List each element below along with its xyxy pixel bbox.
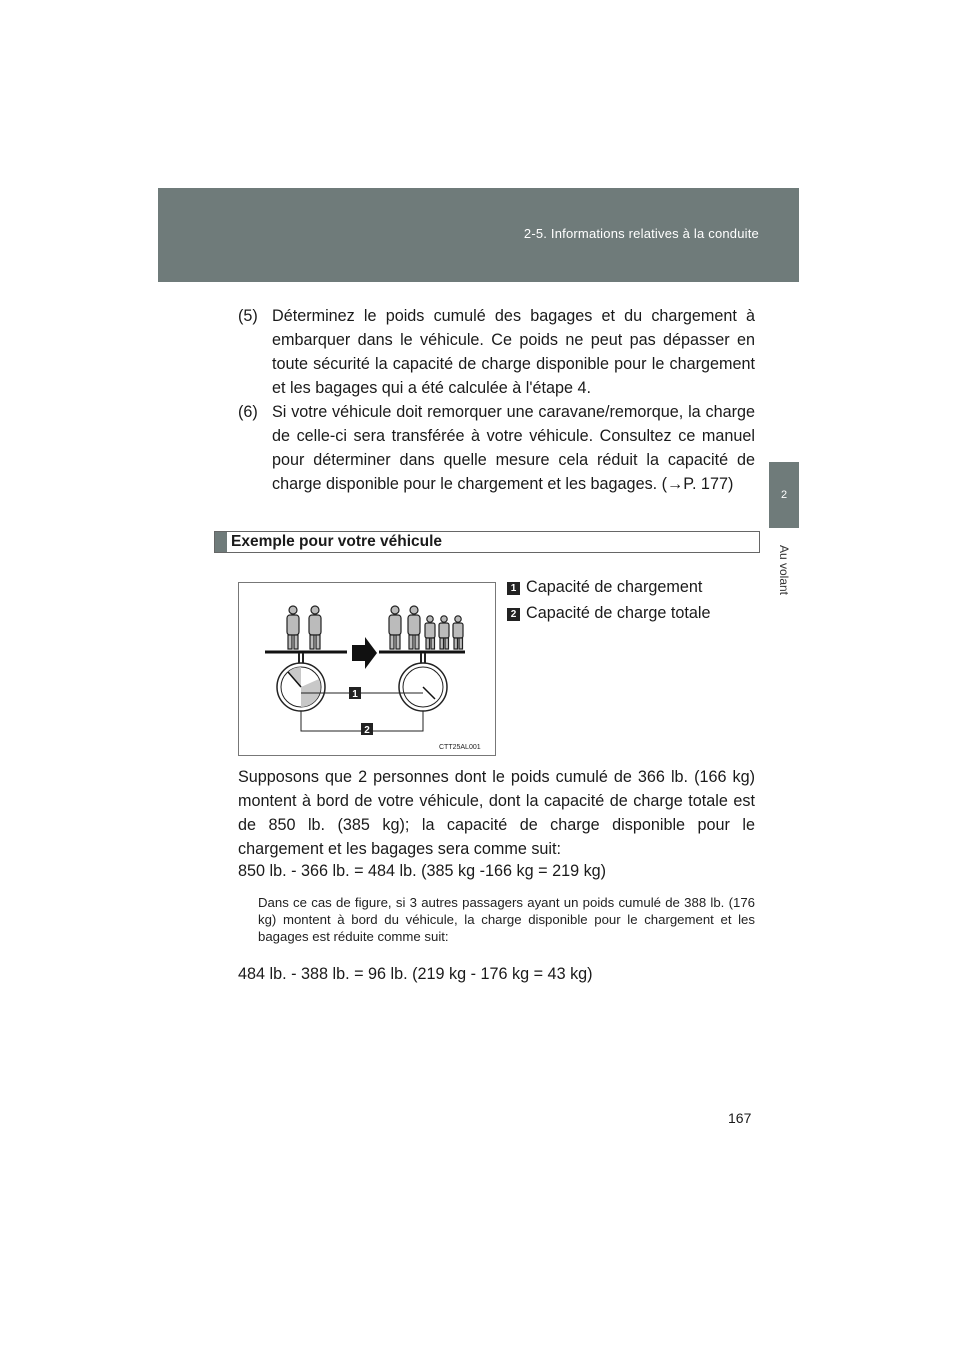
scale-gauge-left <box>277 663 325 711</box>
section-heading-label: Exemple pour votre véhicule <box>231 533 443 550</box>
page-number: 167 <box>728 1110 752 1126</box>
person-icon <box>287 606 299 649</box>
load-capacity-figure <box>238 582 496 756</box>
legend-label: Capacité de chargement <box>526 578 703 596</box>
step-5 <box>238 304 755 400</box>
step-6 <box>238 400 755 496</box>
person-icon <box>408 606 420 649</box>
legend-badge: 1 <box>507 582 520 595</box>
chapter-number: 2 <box>780 489 788 501</box>
load-illustration <box>239 583 495 755</box>
scale-gauge-right <box>399 663 447 711</box>
person-icon <box>309 606 321 649</box>
equation-2: 484 lb. - 388 lb. = 96 lb. (219 kg - 176 kg = 43 kg) <box>238 965 593 983</box>
svg-text:2: 2 <box>364 725 370 736</box>
person-icon <box>389 606 401 649</box>
equation-1: 850 lb. - 366 lb. = 484 lb. (385 kg -166 kg = 219 kg) <box>238 862 607 880</box>
legend-label: Capacité de charge totale <box>526 604 711 622</box>
step-text: Si votre véhicule doit remorquer une caravane/remorque, la charge de celle-ci sera transférée à votre véhicule. Consultez ce manuel pour déterminer dans quelle mesure cela réduit la capacité de charge disponible pour le chargement et les bagages. (→P. 177) <box>272 403 755 493</box>
step-number: (5) <box>238 307 258 325</box>
legend-badge: 2 <box>507 608 520 621</box>
person-icon <box>439 616 449 649</box>
arrow-right-icon <box>352 637 377 669</box>
example-paragraph: Supposons que 2 personnes dont le poids cumulé de 366 lb. (166 kg) montent à bord de votre véhicule, dont la capacité de charge totale est de 850 lb. (385 kg); la capacité de charge disponible pour le chargement et les bagages sera comme suit: <box>238 768 755 858</box>
figure-code: CTT25AL001 <box>439 744 481 751</box>
section-marker <box>215 532 227 552</box>
section-title-header: 2-5. Informations relatives à la conduite <box>523 226 759 241</box>
section-header <box>158 188 799 282</box>
chapter-label: Au volant <box>777 544 791 596</box>
step-text: Déterminez le poids cumulé des bagages et du chargement à embarquer dans le véhicule. Ce poids ne peut pas dépasser en toute sécurité la capacité de charge disponible pour le chargement et les bagages qui a été calculée à l'étape 4. <box>272 307 755 397</box>
legend-item <box>507 578 702 597</box>
example-note: Dans ce cas de figure, si 3 autres passagers ayant un poids cumulé de 388 lb. (176 kg) montent à bord du véhicule, la charge disponible pour le chargement et les bagages est réduite comme suit: <box>258 895 755 944</box>
svg-text:1: 1 <box>352 689 358 700</box>
step-number: (6) <box>238 403 258 421</box>
person-icon <box>453 616 463 649</box>
legend-item <box>507 604 710 623</box>
section-heading <box>214 531 760 553</box>
chapter-tab <box>769 462 799 528</box>
person-icon <box>425 616 435 649</box>
